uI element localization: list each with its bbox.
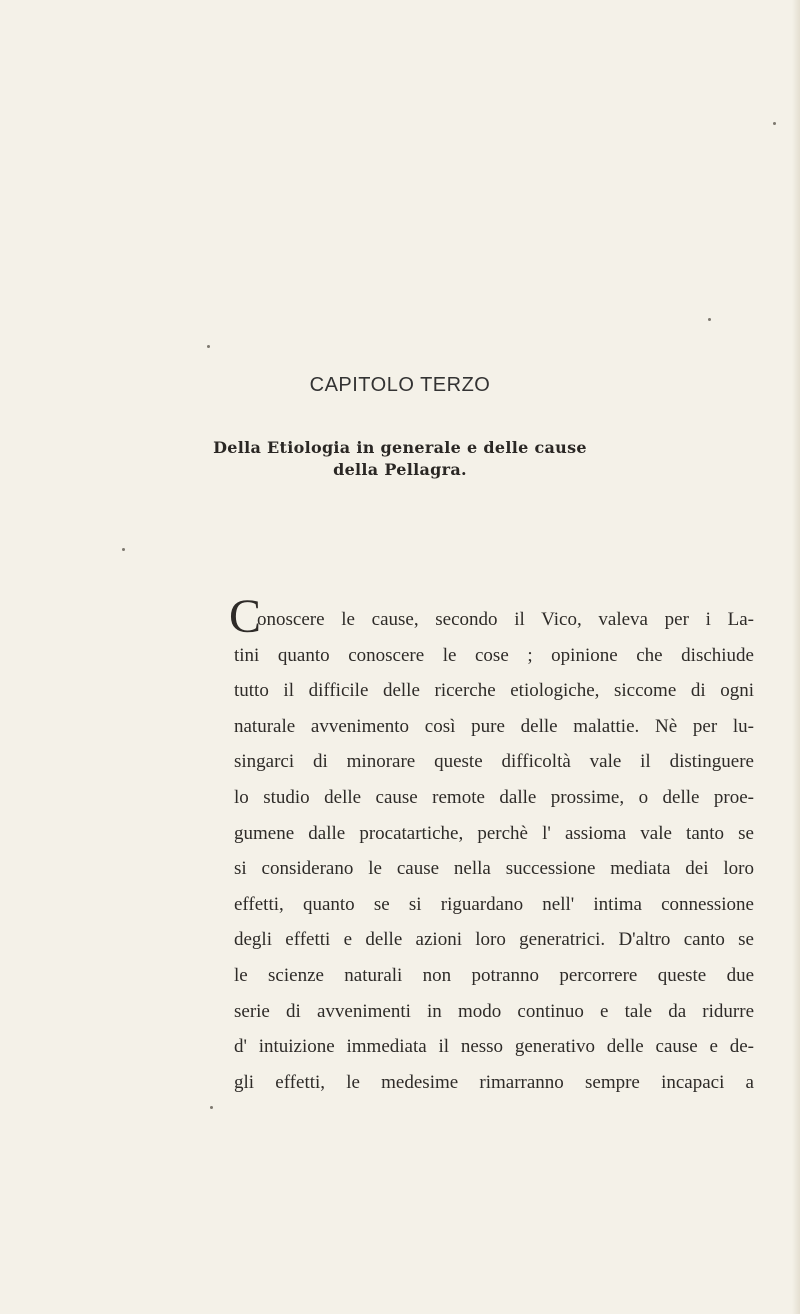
paper-speck: [773, 122, 776, 125]
text-line: tutto il difficile delle ricerche etiologiche, siccome di ogni: [234, 680, 754, 702]
text-line: si considerano le cause nella successione mediata dei loro: [234, 858, 754, 880]
text-line: gumene dalle procatartiche, perchè l' assioma vale tanto se: [234, 822, 754, 844]
text-line: singarci di minorare queste difficoltà vale il distinguere: [234, 751, 754, 773]
text-line: gli effetti, le medesime rimarranno sempre incapaci a: [234, 1071, 754, 1093]
chapter-heading: CAPITOLO TERZO: [309, 374, 491, 396]
paper-speck: [210, 1106, 213, 1109]
text-line: effetti, quanto se si riguardano nell' intima connessione: [234, 893, 754, 915]
paper-speck: [122, 548, 125, 551]
paper-speck: [708, 318, 711, 321]
text-line: naturale avvenimento così pure delle malattie. Nè per lu-: [234, 715, 754, 737]
section-title-line-2: della Pellagra.: [333, 460, 467, 479]
text-line: degli effetti e delle azioni loro generatrici. D'altro canto se: [234, 929, 754, 951]
drop-cap: C: [229, 590, 262, 643]
page-edge: [792, 0, 800, 1314]
text-line: tini quanto conoscere le cose ; opinione che dischiude: [234, 644, 754, 666]
body-paragraph: [234, 602, 754, 1100]
section-title-line-1: Della Etiologia in generale e delle cause: [213, 438, 587, 457]
text-line: le scienze naturali non potranno percorrere queste due: [234, 964, 754, 986]
paper-speck: [207, 345, 210, 348]
text-line: onoscere le cause, secondo il Vico, valeva per i La-: [257, 609, 754, 630]
text-line: serie di avvenimenti in modo continuo e tale da ridurre: [234, 1000, 754, 1022]
text-line: d' intuizione immediata il nesso generativo delle cause e de-: [234, 1036, 754, 1058]
text-line: lo studio delle cause remote dalle prossime, o delle proe-: [234, 786, 754, 808]
